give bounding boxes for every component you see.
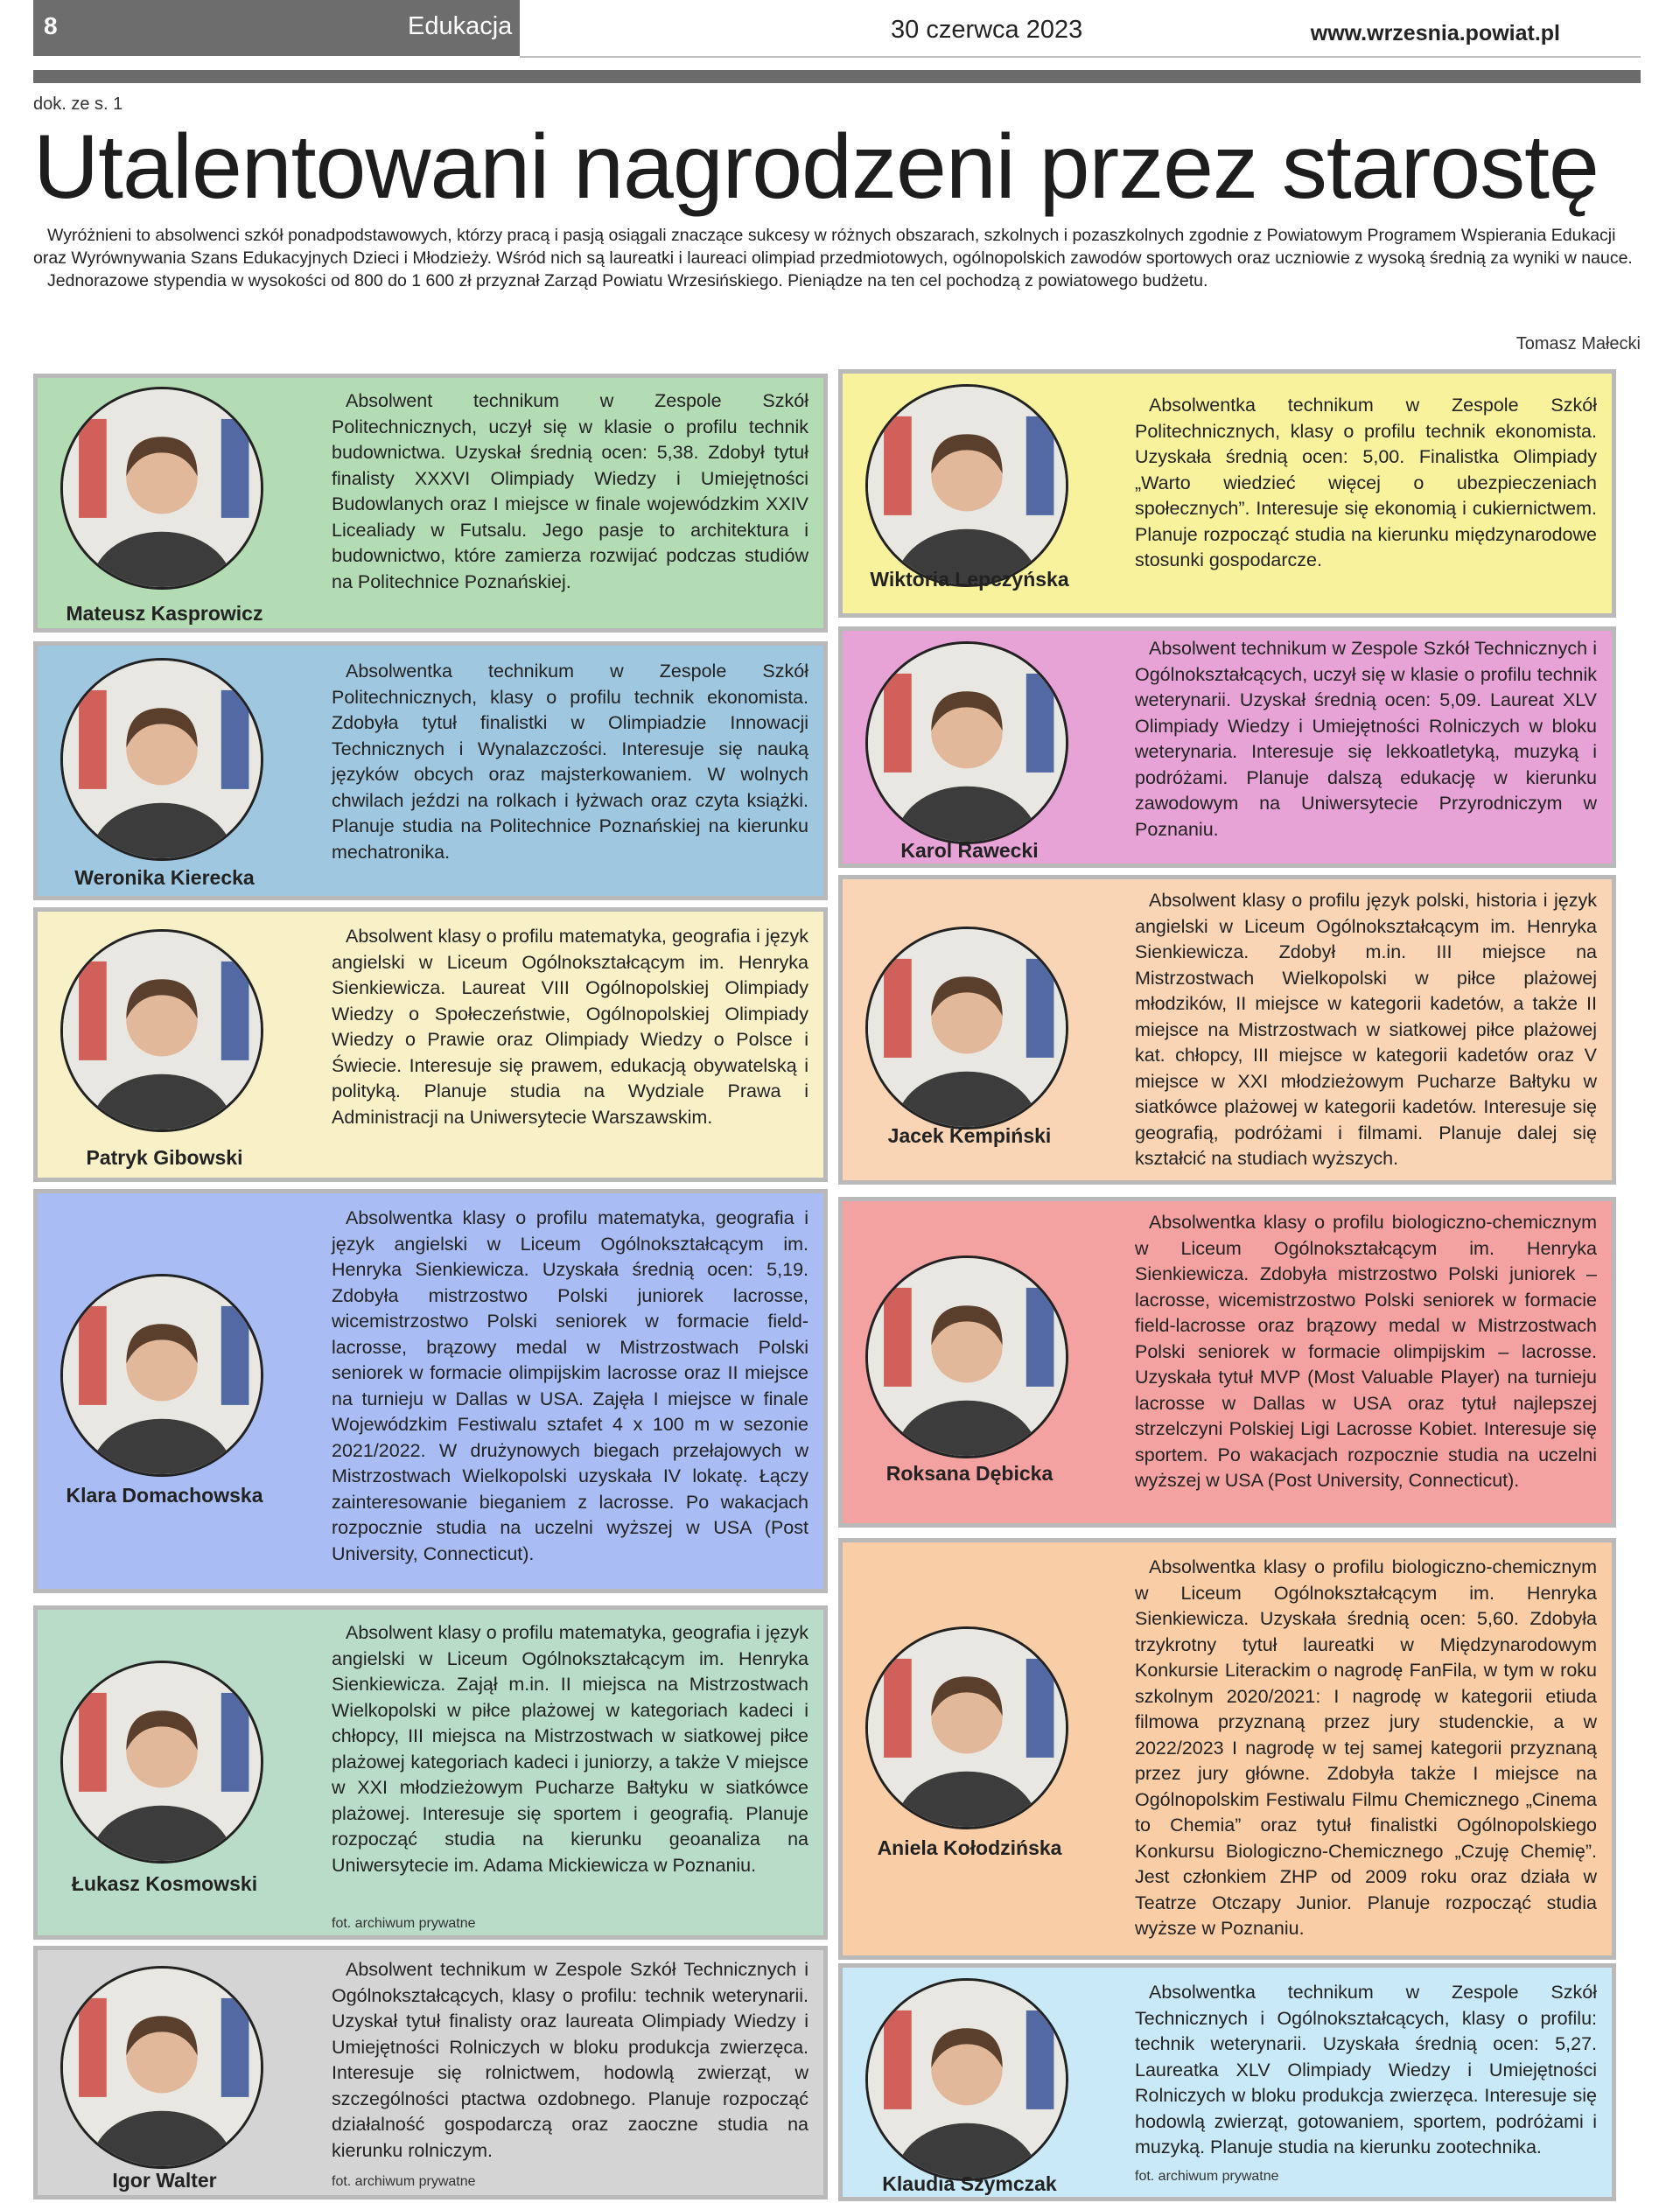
portrait-photo (865, 927, 1068, 1129)
profile-bio: Absolwent technikum w Zespole Szkół Technicznych i Ogólnokształcących, uczył się w klasie o profilu technik weterynarii. Uzyskał średnią ocen: 5,09. Laureat XLV Olimpiady Wiedzy i Umiejętności Rolniczych w bloku weterynaria. Interesuje się lekkoatletyką, muzyką i podróżami. Planuje dalszą edukację w kierunku zawodowym na Uniwersytecie Przyrodniczym w Poznaniu. (1135, 638, 1597, 840)
page-header (33, 0, 1641, 86)
profile-card (33, 374, 828, 633)
portrait-photo (60, 1966, 263, 2169)
profile-card (33, 641, 828, 900)
profile-card (33, 1189, 828, 1593)
profile-card (838, 1197, 1616, 1528)
lead-paragraph-2: Jednorazowe stypendia w wysokości od 800 do 1 600 zł przyznał Zarząd Powiatu Wrzesińskiego. Pieniądze na ten cel pochodzą z powiatowego budżetu. (47, 271, 1208, 290)
article-lead (33, 224, 1643, 292)
portrait-silhouette (868, 1981, 1066, 2179)
photo-credit: fot. archiwum prywatne (1135, 2169, 1279, 2184)
portrait-photo (865, 1978, 1068, 2181)
header-rule (33, 70, 1641, 83)
photo-credit: fot. archiwum prywatne (332, 2174, 476, 2189)
portrait-photo (60, 1661, 263, 1864)
profile-name: Aniela Kołodzińska (877, 1836, 1062, 1859)
page-title: Utalentowani nagrodzeni przez starostę (33, 116, 1599, 218)
section-name: Edukacja (408, 12, 513, 40)
header-divider (520, 56, 1641, 58)
profile-bio: Absolwent klasy o profilu język polski, historia i język angielski w Liceum Ogólnokształcącym im. Henryka Sienkiewicza. Zdobył m.in. III miejsce na Mistrzostwach Wielkopolski w piłce plażowej młodzików, II miejsce w kategorii kadetów, a także II miejsce na Mistrzostwach w siatkowej piłce plażowej kat. chłopcy, III miejsce w kategorii kadetów oraz V miejsce w XXI młodzieżowym Pucharze Bałtyku w siatkówce plażowej w kategorii kadetów. Interesuje się geografią, podróżami i filmami. Planuje dalej się kształcić na studiach wyższych. (1135, 890, 1597, 1169)
profile-card (33, 1946, 828, 2200)
portrait-photo (865, 1255, 1068, 1458)
profile-name: Jacek Kempiński (887, 1124, 1052, 1147)
profile-name: Igor Walter (112, 2169, 217, 2192)
profile-name: Roksana Dębicka (886, 1462, 1054, 1485)
portrait-silhouette (868, 1629, 1066, 1827)
lead-paragraph-1: Wyróżnieni to absolwenci szkół ponadpodstawowych, którzy pracą i pasją osiągali znaczące sukcesy w różnych obszarach, szkolnych i pozaszkolnych zgodnie z Powiatowym Programem Wspierania Edukacji oraz Wyrównywania Szans Edukacyjnych Dzieci i Młodzieży. Wśród nich są laureatki i laureaci olimpiad przedmiotowych, ogólnopolskich zawodów sportowych oraz uczniowie z wysoką średnią za wyniki w nauce. (33, 226, 1633, 268)
portrait-silhouette (868, 644, 1066, 842)
issue-date: 30 czerwca 2023 (891, 16, 1083, 44)
profile-card (838, 875, 1616, 1185)
profile-name: Mateusz Kasprowicz (66, 602, 263, 625)
profile-card (838, 369, 1616, 618)
portrait-photo (60, 929, 263, 1132)
profile-card (838, 1538, 1616, 1960)
article-author: Tomasz Małecki (1516, 334, 1641, 353)
portrait-silhouette (63, 932, 261, 1129)
portrait-photo (865, 641, 1068, 844)
portrait-photo (865, 384, 1068, 587)
portrait-silhouette (63, 1969, 261, 2166)
profile-name: Wiktoria Lepczyńska (870, 568, 1069, 591)
portrait-photo (60, 1274, 263, 1477)
profile-name: Łukasz Kosmowski (71, 1872, 258, 1895)
profile-card (838, 1963, 1616, 2201)
profile-bio: Absolwentka klasy o profilu biologiczno-chemicznym w Liceum Ogólnokształcącym im. Henryka Sienkiewicza. Uzyskała średnią ocen: 5,60. Zdobyła trzykrotny tytuł laureatki w Międzynarodowym Konkursie Literackim o nagrodę FanFila, w tym w roku szkolnym 2020/2021: I nagrodę w kategorii etiuda filmowa przyznaną przez jury studenckie, a w 2022/2023 I nagrodę w tej samej kategorii przyznaną przez jury główne. Zdobyła także I miejsce na Ogólnopolskim Festiwalu Filmu Chemicznego „Cinema to Chemia” oraz tytuł finalistki Ogólnopolskiego Konkursu Biologiczno-Chemicznego „Czuję Chemię”. Jest członkiem ZHP od 2009 roku oraz działa w Teatrze Otczapy Junior. Planuje rozpocząć studia wyższe w Poznaniu. (1135, 1556, 1597, 1939)
profile-bio: Absolwentka technikum w Zespole Szkół Politechnicznych, klasy o profilu technik ekonomista. Uzyskała średnią ocen: 5,00. Finalistka Olimpiady „Warto wiedzieć więcej o ubezpieczeniach społecznych”. Interesuje się ekonomią i cukiernictwem. Planuje rozpocząć studia na kierunku międzynarodowe stosunki gospodarcze. (1135, 395, 1597, 570)
portrait-silhouette (868, 1258, 1066, 1456)
profile-card (33, 1605, 828, 1940)
portrait-silhouette (63, 1663, 261, 1861)
profile-bio: Absolwentka klasy o profilu matematyka, geografia i język angielski w Liceum Ogólnokształcącym im. Henryka Sienkiewicza. Uzyskała średnią ocen: 5,19. Zdobyła mistrzostwo Polski juniorek lacrosse, wicemistrzostwo Polski seniorek w formacie field-lacrosse, brązowy medal w Mistrzostwach Polski seniorek w formacie olimpijskim lacrosse oraz II miejsce na turnieju w Dallas w USA. Zajęła I miejsce w finale Wojewódzkim Festiwalu sztafet 4 x 100 m w sezonie 2021/2022. W drużynowych biegach przełajowych w Mistrzostwach Wielkopolski uzyskała IV lokatę. Łączy zainteresowanie bieganiem z lacrosse. Po wakacjach rozpocznie studia na uczelni wyższej w USA (Post University, Connecticut). (332, 1207, 808, 1564)
portrait-silhouette (63, 389, 261, 587)
profile-bio: Absolwentka technikum w Zespole Szkół Politechnicznych, klasy o profilu technik ekonomista. Zdobyła tytuł finalistki w Olimpiadzie Innowacji Technicznych i Wynalazczości. Interesuje się nauką języków obcych oraz majsterkowaniem. W wolnych chwilach jeździ na rolkach i łyżwach oraz czyta książki. Planuje studia na Politechnice Poznańskiej na kierunku mechatronika. (332, 661, 808, 863)
photo-credit: fot. archiwum prywatne (332, 1916, 476, 1931)
profile-name: Karol Rawecki (900, 839, 1039, 862)
portrait-silhouette (63, 1276, 261, 1474)
profile-name: Weronika Kierecka (74, 866, 255, 889)
profile-card (33, 907, 828, 1182)
profile-name: Patryk Gibowski (86, 1146, 243, 1169)
profile-bio: Absolwent klasy o profilu matematyka, geografia i język angielski w Liceum Ogólnokształcącym im. Henryka Sienkiewicza. Zajął m.in. II miejsca na Mistrzostwach Wielkopolski w piłce plażowej w kategoriach kadeci i chłopcy, III miejsca na Mistrzostwach w siatkowej piłce plażowej kategoriach kadeci i juniorzy, a także V miejsce w XXI młodzieżowym Pucharze Bałtyku w siatkówce plażowej. Interesuje się sportem i geografią. Planuje rozpocząć studia na kierunku geoanaliza na Uniwersytecie im. Adama Mickiewicza w Poznaniu. (332, 1622, 808, 1876)
profile-bio: Absolwent technikum w Zespole Szkół Politechnicznych, uczył się w klasie o profilu technik budownictwa. Uzyskał średnią ocen: 5,38. Zdobył tytuł finalisty XXXVI Olimpiady Wiedzy i Umiejętności Budowlanych oraz I miejsce w finale wojewódzkim XXIV Licealiady w Futsalu. Jego pasje to architektura i budownictwo, które zamierza rozwijać podczas studiów na Politechnice Poznańskiej. (332, 390, 808, 592)
portrait-silhouette (868, 929, 1066, 1127)
portrait-photo (865, 1626, 1068, 1829)
profile-name: Klaudia Szymczak (882, 2172, 1057, 2195)
portrait-silhouette (868, 387, 1066, 584)
profile-name: Klara Domachowska (66, 1484, 263, 1507)
profile-bio: Absolwent klasy o profilu matematyka, geografia i język angielski w Liceum Ogólnokształcącym im. Henryka Sienkiewicza. Laureat VIII Ogólnopolskiej Olimpiady Wiedzy o Społeczeństwie, Ogólnopolskiej Olimpiady Wiedzy o Prawie oraz Olimpiady Wiedzy o Polsce i Świecie. Interesuje się prawem, edukacją obywatelską i polityką. Planuje studia na Wydziale Prawa i Administracji na Uniwersytecie Warszawskim. (332, 926, 808, 1128)
profile-bio: Absolwentka klasy o profilu biologiczno-chemicznym w Liceum Ogólnokształcącym im. Henryka Sienkiewicza. Zdobyła mistrzostwo Polski juniorek – lacrosse, wicemistrzostwo Polski seniorek w formacie field-lacrosse oraz brązowy medal w Mistrzostwach Polski seniorek w formacie olimpijskim – lacrosse. Uzyskała tytuł MVP (Most Valuable Player) na turnieju lacrosse w Dallas w USA oraz tytuł najlepszej strzelczyni Polskiej Ligi Lacrosse Kobiet. Interesuje się sportem. Po wakacjach rozpocznie studia na uczelni wyższej w USA (Post University, Connecticut). (1135, 1212, 1597, 1491)
portrait-photo (60, 387, 263, 590)
profile-bio: Absolwent technikum w Zespole Szkół Technicznych i Ogólnokształcących, klasy o profilu: technik weterynarii. Uzyskał tytuł finalisty oraz laureata Olimpiady Wiedzy i Umiejętności Rolniczych w bloku produkcja zwierzęca. Interesuje się rolnictwem, hodowlą zwierząt, w szczególności ptactwa ozdobnego. Planuje rozpocząć działalność gospodarczą oraz zaoczne studia na kierunku rolniczym. (332, 1959, 808, 2161)
profile-bio: Absolwentka technikum w Zespole Szkół Technicznych i Ogólnokształcących, klasy o profilu: technik weterynarii. Uzyskała średnią ocen: 5,27. Laureatka XLV Olimpiady Wiedzy i Umiejętności Rolniczych w bloku produkcja zwierzęca. Interesuje się hodowlą zwierząt, gotowaniem, sportem, podróżami i muzyką. Planuje studia na kierunku zootechnika. (1135, 1982, 1597, 2158)
page-number: 8 (44, 12, 58, 39)
portrait-silhouette (63, 661, 261, 858)
website-link[interactable]: www.wrzesnia.powiat.pl (1310, 21, 1560, 45)
continuation-note: dok. ze s. 1 (33, 94, 123, 114)
profile-card (838, 626, 1616, 868)
portrait-photo (60, 658, 263, 861)
section-label (401, 0, 520, 56)
